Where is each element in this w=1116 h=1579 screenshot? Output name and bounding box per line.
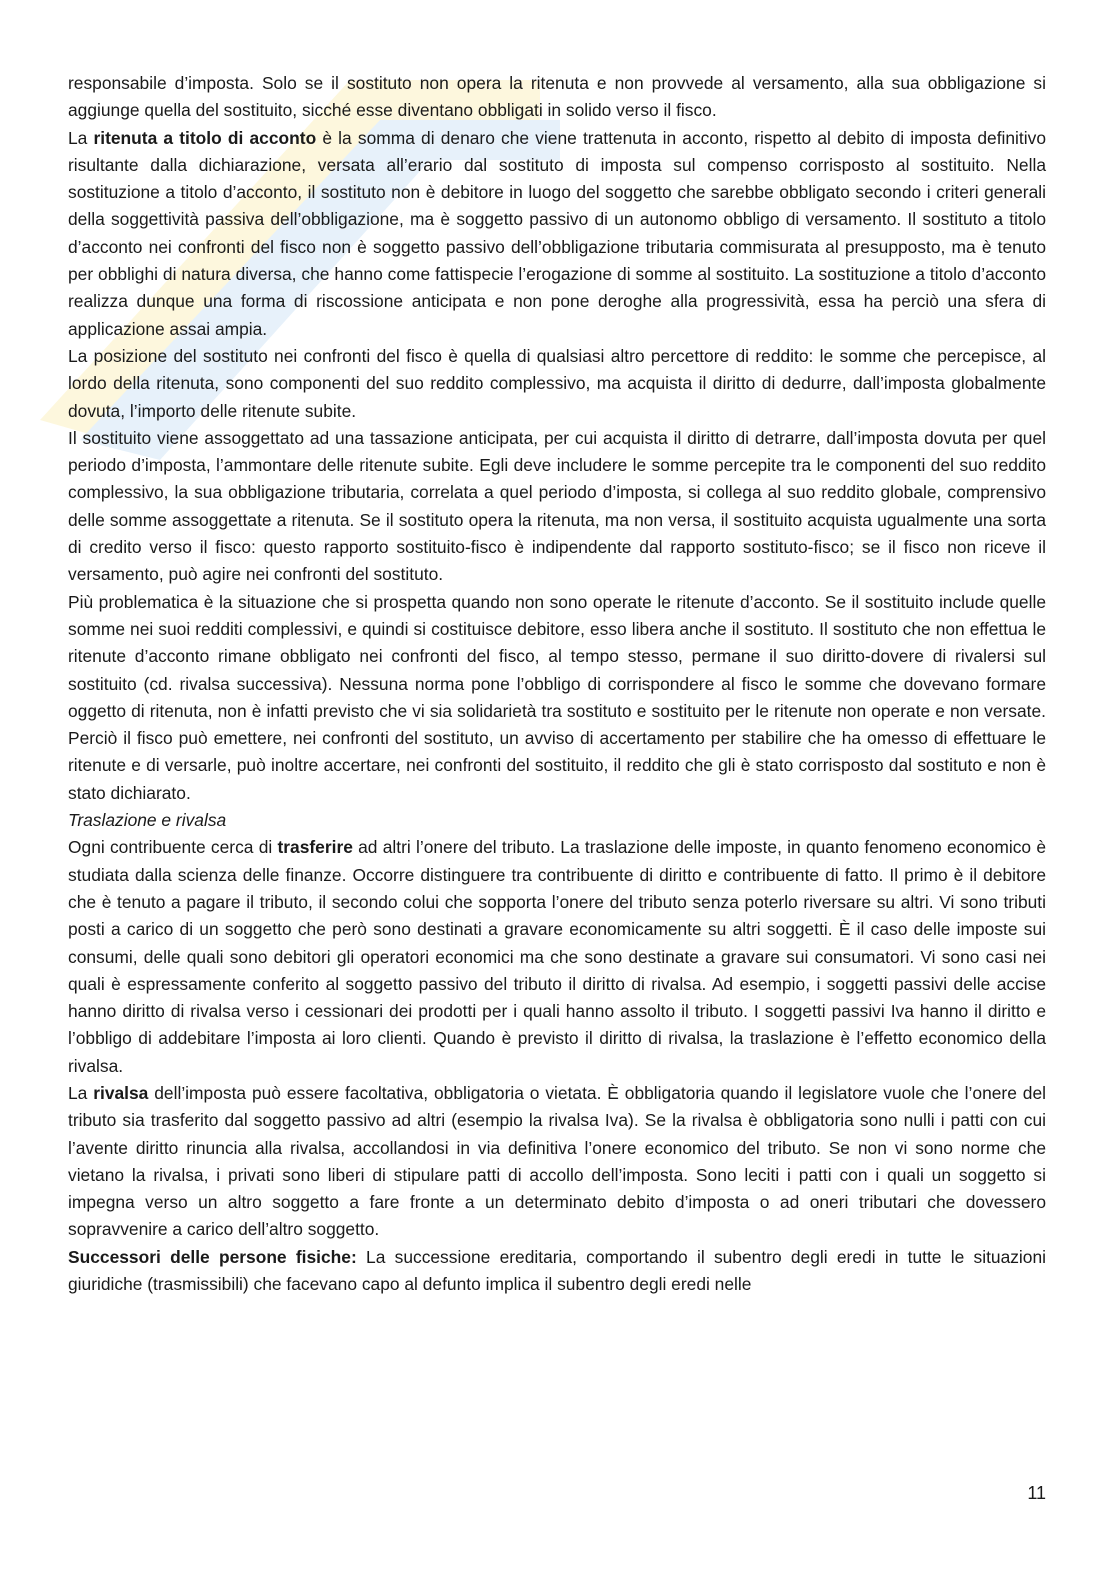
page-number: 11 [1027,1483,1046,1503]
paragraph [68,589,1046,807]
document-body [68,70,1046,1298]
section-heading: Traslazione e rivalsa [68,810,227,831]
paragraph [68,1244,1046,1299]
paragraph [68,807,1046,834]
paragraph-text: è la somma di denaro che viene trattenuta in acconto, rispetto al debito di imposta definitivo risultante dalla dichiarazione, versata all’erario dal sostituto di imposta sul compenso corrisposto al sostituito. Nella sostituzione a titolo d’acconto, il sostituto non è debitore in luogo del soggetto che sarebbe obbligato secondo i criteri generali della soggettività passiva dell’obbligazione, ma è soggetto passivo di un autonomo obbligo di versamento. Il sostituto a titolo d’acconto nei confronti del fisco non è soggetto passivo dell’obbligazione tributaria commisurata al presupposto, ma è tenuto per obblighi di natura diversa, che hanno come fattispecie l’erogazione di somme al sostituito. La sostituzione a titolo d’acconto realizza dunque una forma di riscossione anticipata e non pone deroghe alla progressività, essa ha perciò una sfera di applicazione assai ampia. [68,127,1046,339]
paragraph-text: La successione ereditaria, comportando il subentro degli eredi in tutte le situazioni giuridiche (trasmissibili) che facevano capo al defunto implica il subentro degli eredi nelle [68,1246,1047,1295]
bold-term: Successori delle persone fisiche: [68,1246,357,1267]
paragraph-text: La posizione del sostituto nei confronti del fisco è quella di qualsiasi altro percettore di reddito: le somme che percepisce, al lordo della ritenuta, sono componenti del suo reddito complessivo, ma acquista il diritto di dedurre, dall’imposta globalmente dovuta, l’importo delle ritenute subite. [68,345,1046,421]
paragraph-text: Più problematica è la situazione che si prospetta quando non sono operate le ritenute d’acconto. Se il sostituito include quelle somme nei suoi redditi complessivi, e quindi si costituisce debitore, esso libera anche il sostituto. Il sostituto che non effettua le ritenute d’acconto rimane obbligato nei confronti del fisco, al tempo stesso, permane il suo diritto-dovere di rivalersi sul sostituito (cd. rivalsa successiva). Nessuna norma pone l’obbligo di corrispondere al fisco le somme che dovevano formare oggetto di ritenuta, non è infatti previsto che vi sia solidarietà tra sostituto e sostituito per le ritenute non operate e non versate. Perciò il fisco può emettere, nei confronti del sostituto, un avviso di accertamento per stabilire che ha omesso di effettuare le ritenute e di versarle, può inoltre accertare, nei confronti del sostituito, il reddito che gli è stato corrisposto dal sostituto e non è stato dichiarato. [68,591,1046,803]
paragraph-text: responsabile d’imposta. Solo se il sostituto non opera la ritenuta e non provvede al versamento, alla sua obbligazione si aggiunge quella del sostituito, sicché esse diventano obbligati in solido verso il fisco. [68,73,1046,121]
paragraph-text: Ogni contribuente cerca di [68,837,278,858]
paragraph [68,834,1046,1080]
paragraph-text: ad altri l’onere del tributo. La traslazione delle imposte, in quanto fenomeno economico è studiata dalla scienza delle finanze. Occorre distinguere tra contribuente di diritto e contribuente di fatto. Il primo è il debitore che è tenuto a pagare il tributo, il secondo colui che sopporta l’onere del tributo senza poterlo riversare su altri. Vi sono tributi posti a carico di un soggetto che però sono destinati a gravare economicamente su altri soggetti. È il caso delle imposte sui consumi, delle quali sono debitori gli operatori economici ma che sono destinate a gravare sui consumatori. Vi sono casi nei quali è espressamente conferito al soggetto passivo del tributo il diritto di rivalsa. Ad esempio, i soggetti passivi delle accise hanno diritto di rivalsa verso i cessionari dei prodotti per i quali hanno assolto il tributo. I soggetti passivi Iva hanno il diritto e l’obbligo di addebitare l’imposta ai loro clienti. Quando è previsto il diritto di rivalsa, la traslazione è l’effetto economico della rivalsa. [68,837,1046,1076]
bold-term: trasferire [277,837,353,858]
paragraph [68,425,1046,589]
paragraph-text: dell’imposta può essere facoltativa, obbligatoria o vietata. È obbligatoria quando il legislatore vuole che l’onere del tributo sia trasferito dal soggetto passivo ad altri (esempio la rivalsa Iva). Se la rivalsa è obbligatoria sono nulli i patti con cui l’avente diritto rinuncia alla rivalsa, accollandosi in via definitiva l’onere economico del tributo. Se non vi sono norme che vietano la rivalsa, i privati sono liberi di stipulare patti di accollo dell’imposta. Sono leciti i patti con i quali un soggetto si impegna verso un altro soggetto a fare fronte a un determinato debito d’imposta o ad oneri tributari che dovessero sopravvenire a carico dell’altro soggetto. [68,1082,1046,1240]
paragraph [68,70,1046,125]
paragraph [68,343,1046,425]
paragraph-text: Il sostituito viene assoggettato ad una tassazione anticipata, per cui acquista il diritto di detrarre, dall’imposta dovuta per quel periodo d’imposta, l’ammontare delle ritenute subite. Egli deve includere le somme percepite tra le componenti del suo reddito complessivo, la sua obbligazione tributaria, correlata a quel periodo d’imposta, si collega al suo reddito globale, comprensivo delle somme assoggettate a ritenuta. Se il sostituto opera la ritenuta, ma non versa, il sostituito acquista ugualmente una sorta di credito verso il fisco: questo rapporto sostituito-fisco è indipendente dal rapporto sostituto-fisco; se il fisco non riceve il versamento, può agire nei confronti del sostituto. [68,427,1046,585]
bold-term: rivalsa [93,1082,149,1103]
paragraph [68,1080,1046,1244]
bold-term: ritenuta a titolo di acconto [93,127,317,148]
paragraph-text: La [68,1082,94,1103]
paragraph [68,125,1046,343]
paragraph-text: La [68,127,94,148]
